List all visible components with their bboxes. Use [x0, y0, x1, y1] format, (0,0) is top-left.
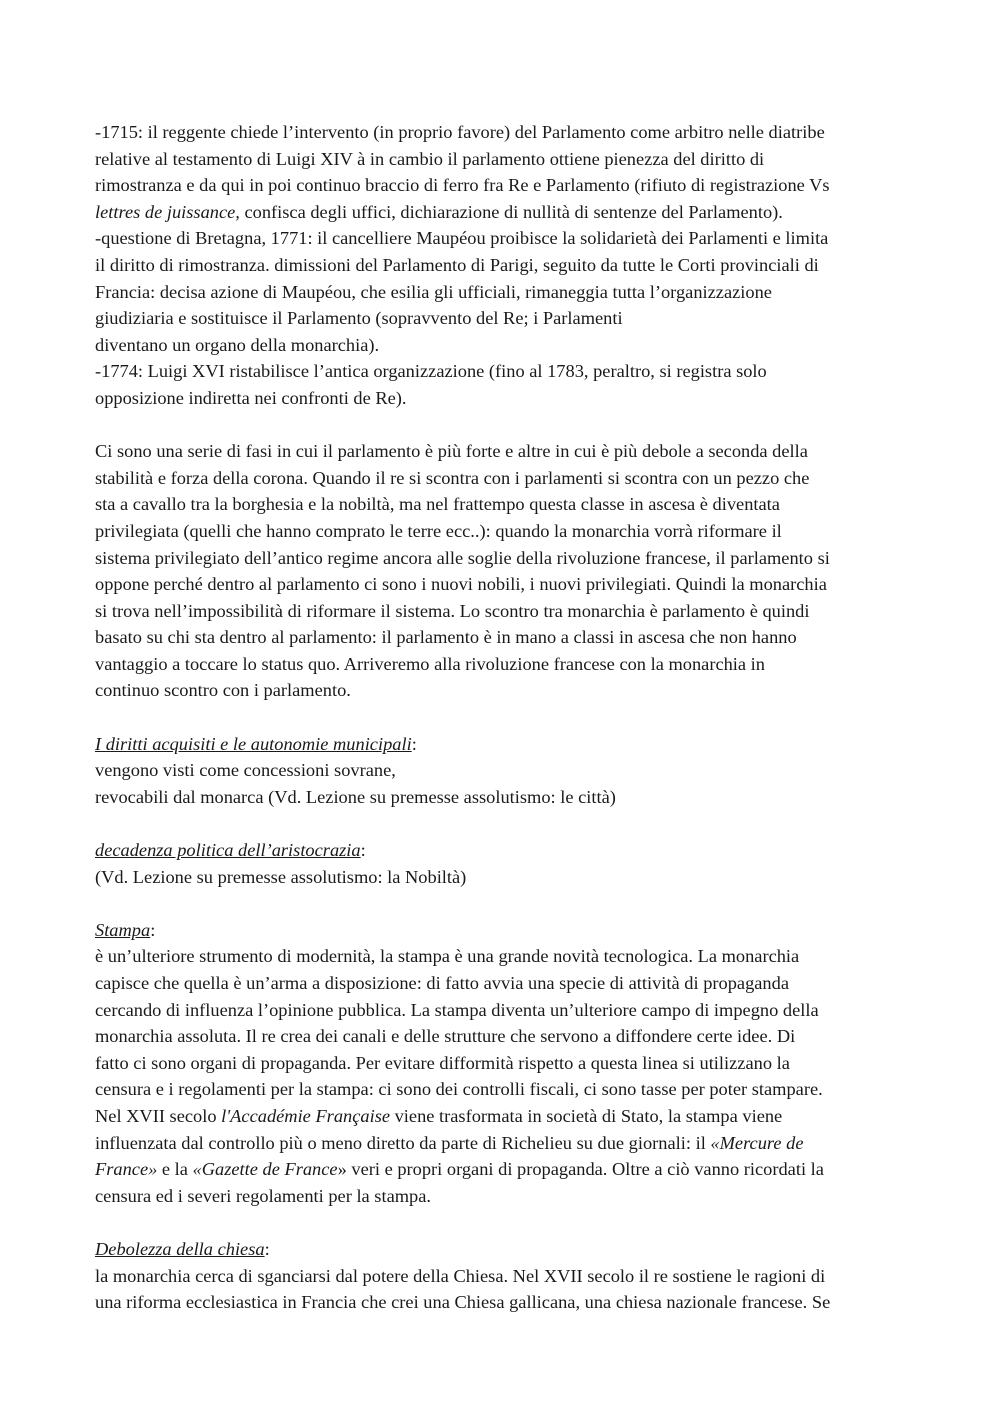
text-span: influenzata dal controllo più o meno diretto da parte di Richelieu su due giornali: il [95, 1132, 711, 1153]
blank-line [95, 890, 907, 917]
section-heading-text: decadenza politica dell’aristocrazia [95, 840, 361, 861]
text-line: relative al testamento di Luigi XIV à in cambio il parlamento ottiene pienezza del diritto di [95, 148, 765, 169]
italic-text: France» [95, 1159, 158, 1180]
text-line: Ci sono una serie di fasi in cui il parlamento è più forte e altre in cui è più debole a seconda della [95, 441, 808, 462]
text-line: privilegiata (quelli che hanno comprato le terre ecc..): quando la monarchia vorrà riformare il [95, 520, 782, 541]
text-line: stabilità e forza della corona. Quando il re si scontra con i parlamenti si scontra con un pezzo che [95, 467, 810, 488]
text-line: capisce che quella è un’arma a disposizione: di fatto avvia una specie di attività di propaganda [95, 973, 789, 993]
heading-colon: : [411, 733, 417, 754]
text-line: una riforma ecclesiastica in Francia che crei una Chiesa gallicana, una chiesa nazionale francese. Se [95, 1292, 831, 1313]
text-line: continuo scontro con i parlamento. [95, 680, 351, 701]
text-line: il diritto di rimostranza. dimissioni del Parlamento di Parigi, seguito da tutte le Corti provinciali di [95, 254, 819, 275]
section-chiesa [95, 1236, 907, 1316]
text-line [95, 199, 907, 226]
italic-text: l'Accadémie Française [221, 1105, 391, 1126]
text-line [95, 1156, 907, 1183]
text-line: monarchia assoluta. Il re crea dei canali e delle strutture che servono a diffondere certe idee. Di [95, 1026, 796, 1047]
section-aristocrazia [95, 837, 907, 890]
text-line: -questione di Bretagna, 1771: il cancelliere Maupéou proibisce la solidarietà dei Parlamenti e limita [95, 228, 829, 249]
text-line: censura e i regolamenti per la stampa: ci sono dei controlli fiscali, ci sono tasse per poter stampare. [95, 1079, 823, 1100]
text-line: sistema privilegiato dell’antico regime ancora alle soglie della rivoluzione francese, il parlamento si [95, 547, 830, 568]
text-line: diventano un organo della monarchia). [95, 334, 380, 355]
text-line: è un’ulteriore strumento di modernità, la stampa è una grande novità tecnologica. La monarchia [95, 946, 800, 967]
text-line: -1715: il reggente chiede l’intervento (in proprio favore) del Parlamento come arbitro nelle diatribe [95, 122, 825, 142]
blank-line [95, 1209, 907, 1236]
section-heading [95, 1236, 907, 1263]
section-heading [95, 917, 907, 944]
text-line: oppone perché dentro al parlamento ci sono i nuovi nobili, i nuovi privilegiati. Quindi la monarchia [95, 574, 827, 595]
text-line: giudiziaria e sostituisce il Parlamento (sopravvento del Re; i Parlamenti [95, 308, 623, 329]
blank-line [95, 704, 907, 731]
text-line: la monarchia cerca di sganciarsi dal potere della Chiesa. Nel XVII secolo il re sostiene le ragioni di [95, 1265, 826, 1286]
text-line: opposizione indiretta nei confronti de Re). [95, 387, 407, 408]
paragraph-parlamento-events [95, 119, 907, 412]
text-span: e la [157, 1159, 193, 1180]
text-line: vengono visti come concessioni sovrane, [95, 760, 396, 781]
heading-colon: : [360, 840, 366, 861]
text-line: Francia: decisa azione di Maupéou, che esilia gli ufficiali, rimaneggia tutta l’organizzazione [95, 281, 772, 302]
text-line: vantaggio a toccare lo status quo. Arriveremo alla rivoluzione francese con la monarchia in [95, 653, 765, 674]
text-line [95, 1103, 907, 1130]
heading-colon: : [264, 1238, 270, 1259]
paragraph-fasi-parlamento [95, 438, 907, 704]
text-span: » veri e propri organi di propaganda. Oltre a ciò vanno ricordati la [337, 1159, 824, 1180]
section-heading-text: Debolezza della chiesa [95, 1238, 265, 1259]
document-body [95, 119, 907, 1316]
section-heading-text: I diritti acquisiti e le autonomie municipali [95, 733, 412, 754]
text-line [95, 1130, 907, 1157]
blank-line [95, 412, 907, 439]
text-line: rimostranza e da qui in poi continuo braccio di ferro fra Re e Parlamento (rifiuto di registrazione Vs [95, 175, 830, 196]
section-diritti-acquisiti [95, 731, 907, 811]
text-span: Nel XVII secolo [95, 1105, 222, 1126]
italic-text: «Gazette de France [192, 1159, 338, 1180]
text-line: (Vd. Lezione su premesse assolutismo: la Nobiltà) [95, 866, 467, 887]
text-line: -1774: Luigi XVI ristabilisce l’antica organizzazione (fino al 1783, peraltro, si registra solo [95, 361, 767, 382]
italic-text: «Mercure de [710, 1132, 804, 1153]
text-line: cercando di influenza l’opinione pubblica. La stampa diventa un’ulteriore campo di impegno della [95, 999, 819, 1020]
text-span: viene trasformata in società di Stato, la stampa viene [390, 1105, 783, 1126]
blank-line [95, 810, 907, 837]
text-line: fatto ci sono organi di propaganda. Per evitare difformità rispetto a questa linea si utilizzano la [95, 1052, 790, 1073]
section-stampa [95, 917, 907, 1210]
text-line: si trova nell’impossibilità di riformare il sistema. Lo scontro tra monarchia è parlamento è quindi [95, 600, 810, 621]
text-line: sta a cavallo tra la borghesia e la nobiltà, ma nel frattempo questa classe in ascesa è diventata [95, 494, 780, 515]
text-line: basato su chi sta dentro al parlamento: il parlamento è in mano a classi in ascesa che non hanno [95, 627, 797, 648]
text-line: revocabili dal monarca (Vd. Lezione su premesse assolutismo: le città) [95, 786, 616, 807]
heading-colon: : [150, 919, 156, 940]
text-line: censura ed i severi regolamenti per la stampa. [95, 1185, 431, 1206]
text-span: confisca degli uffici, dichiarazione di nullità di sentenze del Parlamento). [239, 201, 783, 222]
italic-text: lettres de juissance, [95, 201, 240, 222]
section-heading-text: Stampa [95, 919, 151, 940]
section-heading [95, 731, 907, 758]
section-heading [95, 837, 907, 864]
